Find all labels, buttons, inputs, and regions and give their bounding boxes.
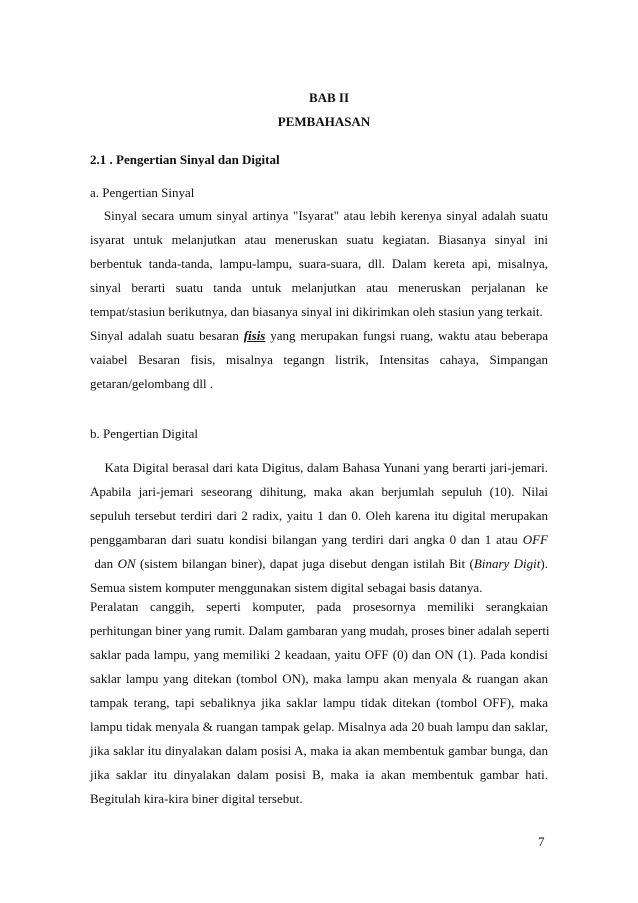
- term-on: ON: [117, 556, 136, 571]
- term-binary-digit: Binary Digit: [473, 556, 541, 571]
- term-off: OFF: [522, 532, 548, 547]
- text-line: saklar pada lampu, yang memiliki 2 keadaan, yaitu OFF (0) dan ON (1). Pada kondisi: [90, 647, 548, 662]
- subsection-a-title: a. Pengertian Sinyal: [90, 185, 195, 200]
- text-line: tempat/stasiun berikutnya, dan biasanya sinyal ini dikirimkan oleh stasiun yang terkait.: [90, 304, 543, 319]
- page-number: 7: [538, 834, 545, 849]
- text-fragment: ).: [540, 556, 548, 571]
- text-line: Kata Digital berasal dari kata Digitus, dalam Bahasa Yunani yang berarti jari-jemari.: [90, 460, 548, 475]
- paragraph-pengertian-sinyal: [90, 204, 548, 396]
- text-fragment: Sinyal adalah suatu besaran: [90, 328, 244, 343]
- text-line: sepuluh tersebut terdiri dari 2 radix, yaitu 1 dan 0. Oleh karena itu digital merupakan: [90, 508, 548, 523]
- text-line: berbentuk tanda-tanda, lampu-lampu, suara-suara, dll. Dalam kereta api, misalnya,: [90, 256, 548, 271]
- text-line: Sinyal secara umum sinyal artinya "Isyarat" atau lebih kerenya sinyal adalah suatu: [90, 208, 548, 223]
- subsection-b-title: b. Pengertian Digital: [90, 426, 198, 441]
- text-fragment: yang merupakan fungsi ruang, waktu atau beberapa: [265, 328, 548, 343]
- text-line: perhitungan biner yang rumit. Dalam gambaran yang mudah, proses biner adalah seperti: [90, 623, 550, 638]
- text-line: isyarat untuk melanjutkan atau meneruskan suatu kegiatan. Biasanya sinyal ini: [90, 232, 548, 247]
- text-line: Apabila jari-jemari seseorang dihitung, maka akan berjumlah sepuluh (10). Nilai: [90, 484, 548, 499]
- text-line: [90, 552, 548, 576]
- text-line: tampak terang, tapi sebaliknya jika saklar lampu tidak ditekan (tombol OFF), maka: [90, 695, 548, 710]
- text-line: [90, 528, 548, 552]
- text-line: lampu tidak menyala & ruangan tampak gelap. Misalnya ada 20 buah lampu dan saklar,: [90, 719, 548, 734]
- text-fragment: dan: [90, 556, 118, 571]
- text-fragment: penggambaran dari suatu kondisi bilangan yang terdiri dari angka 0 dan 1 atau: [90, 532, 523, 547]
- keyword-fisis: fisis: [243, 328, 266, 343]
- text-line: Begitulah kira-kira biner digital tersebut.: [90, 791, 303, 806]
- section-title: 2.1 . Pengertian Sinyal dan Digital: [90, 152, 280, 167]
- text-line: Peralatan canggih, seperti komputer, pada prosesornya memiliki serangkaian: [90, 599, 548, 614]
- text-line: sinyal berarti suatu tanda untuk melanjutkan atau meneruskan perjalanan ke: [90, 280, 548, 295]
- text-line: getaran/gelombang dll .: [90, 376, 214, 391]
- text-line: vaiabel Besaran fisis, misalnya tegangn listrik, Intensitas cahaya, Simpangan: [90, 352, 548, 367]
- text-line: [90, 324, 548, 348]
- text-line: Semua sistem komputer menggunakan sistem digital sebagai basis datanya.: [90, 580, 483, 595]
- text-fragment: (sistem bilangan biner), dapat juga disebut dengan istilah Bit (: [135, 556, 474, 571]
- paragraph-pengertian-digital: [90, 456, 548, 600]
- text-line: jika saklar itu dinyalakan dalam posisi B, maka ia akan membentuk gambar hati.: [90, 767, 548, 782]
- chapter-title: PEMBAHASAN: [277, 114, 371, 129]
- text-line: saklar lampu yang ditekan (tombol ON), maka lampu akan menyala & ruangan akan: [90, 671, 548, 686]
- text-line: jika saklar itu dinyalakan dalam posisi A, maka ia akan membentuk gambar bunga, dan: [90, 743, 548, 758]
- paragraph-biner-lampu: [90, 595, 548, 811]
- chapter-number: BAB II: [308, 90, 350, 105]
